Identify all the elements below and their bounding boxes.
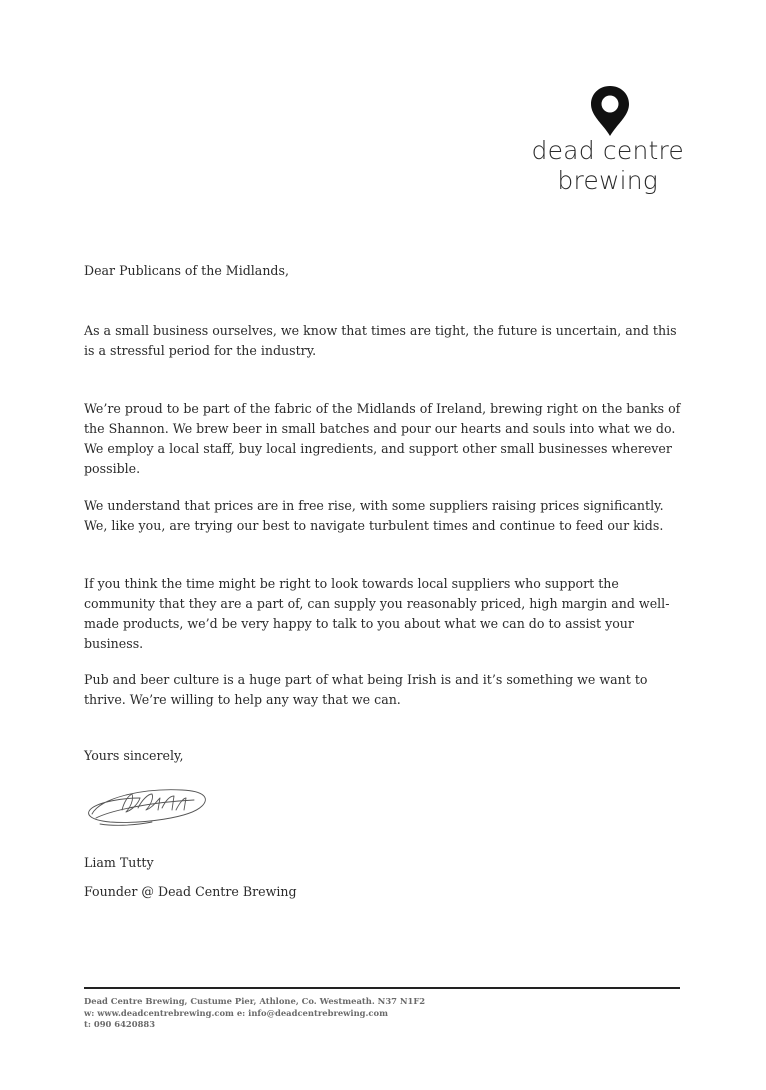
paragraph-2: We’re proud to be part of the fabric of the Midlands of Ireland, brewing right on the banks of the Shannon. We brew beer in small batches and pour our hearts and souls into what we do. We employ a local staff, buy local ingredients, and support other small businesses wherever possible. [84, 401, 681, 476]
signer-role: Founder @ Dead Centre Brewing [84, 884, 297, 899]
paragraph-5: Pub and beer culture is a huge part of what being Irish is and it’s something we want to thrive. We’re willing to help any way that we can. [84, 672, 648, 707]
logo-wordmark-line-1: dead centre [531, 136, 684, 165]
logo-wordmark-line-2: brewing [557, 166, 658, 195]
paragraph-1: As a small business ourselves, we know that times are tight, the future is uncertain, and this is a stressful period for the industry. [84, 323, 677, 358]
salutation: Dear Publicans of the Midlands, [84, 263, 289, 278]
letterhead-footer [84, 996, 680, 1031]
signer-name: Liam Tutty [84, 855, 154, 870]
paragraph-3: We understand that prices are in free rise, with some suppliers raising prices significantly. We, like you, are trying our best to navigate turbulent times and continue to feed our kids. [84, 498, 664, 533]
footer-phone: t: 090 6420883 [84, 1019, 156, 1029]
closing: Yours sincerely, [84, 748, 184, 763]
paragraph-4: If you think the time might be right to look towards local suppliers who support the community that they are a part of, can supply you reasonably priced, high margin and well-made products, we’d be very happy to talk to you about what we can do to assist your business. [84, 576, 670, 651]
footer-address: Dead Centre Brewing, Custume Pier, Athlone, Co. Westmeath. N37 N1F2 [84, 996, 426, 1006]
brand-logo [520, 84, 700, 204]
footer-web-email: w: www.deadcentrebrewing.com e: info@deadcentrebrewing.com [84, 1007, 388, 1018]
map-pin-icon [587, 84, 633, 138]
handwritten-signature [82, 780, 212, 832]
footer-divider [84, 987, 680, 989]
